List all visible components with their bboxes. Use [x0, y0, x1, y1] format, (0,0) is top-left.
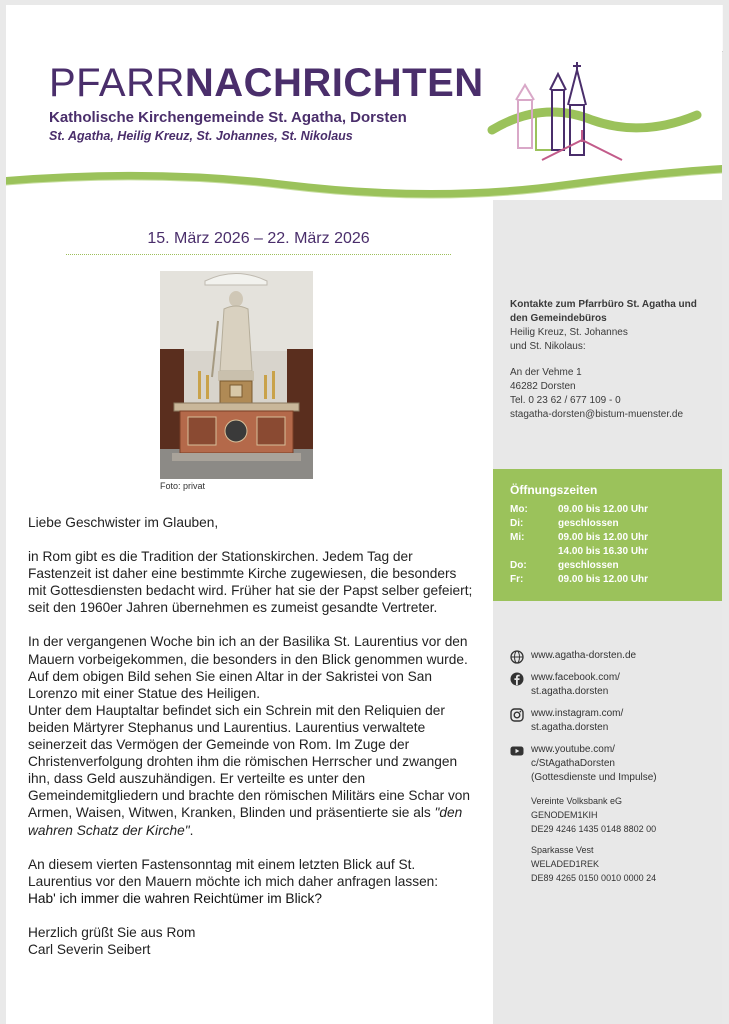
youtube-description: (Gottesdienste und Impulse) — [531, 772, 657, 783]
letter-paragraph-3-text: An diesem vierten Fastensonntag mit einem letzten Blick auf St. Laurentius vor den Mauern möchte ich mich daher anfragen lassen: — [28, 856, 439, 889]
contact-street: An der Vehme 1 — [510, 367, 582, 378]
hours-row — [510, 574, 648, 585]
contact-heading-2: den Gemeindebüros — [510, 313, 607, 324]
letter-paragraph-2b: Unter dem Hauptaltar befindet sich ein Schrein mit den Reliquien der beiden Märtyrer Stephanus und Laurentius. Laurentius verwaltete seinerzeit das Vermögen der Gemeinde von Rom. Im Zuge der Christenverfolgung drohten ihm die römischen Herrscher und zwangen ihn, dass Geld auszuhändigen. Er verteilte es unter den Gemeindemitgliedern und brachte den römischen Militärs eine Schar von Armen, Waisen, Witwen, Kranken, Blinden und präsentierte sie als — [28, 702, 471, 821]
letter-closing: Herzlich grüßt Sie aus Rom — [28, 924, 196, 940]
links-block — [510, 649, 720, 793]
masthead-subtitle: Katholische Kirchengemeinde St. Agatha, Dorsten — [49, 109, 407, 126]
newsletter-page — [6, 5, 722, 1024]
facebook-url-1: www.facebook.com/ — [531, 672, 620, 683]
bank-bic: WELADED1REK — [531, 859, 600, 869]
bank-iban: DE29 4246 1435 0148 8802 00 — [531, 824, 657, 834]
hours-day: Do: — [510, 560, 527, 571]
bank-details-1 — [531, 794, 721, 836]
header-swoosh — [6, 155, 722, 200]
bank-name: Sparkasse Vest — [531, 845, 594, 855]
masthead-title — [49, 63, 484, 103]
instagram-url-2: st.agatha.dorsten — [531, 722, 609, 733]
opening-hours-title: Öffnungszeiten — [510, 483, 598, 497]
contact-line-3: Heilig Kreuz, St. Johannes — [510, 327, 628, 338]
hours-day: Fr: — [510, 574, 524, 585]
instagram-link[interactable] — [510, 707, 720, 735]
facebook-icon — [510, 672, 524, 686]
hours-row — [510, 504, 648, 515]
instagram-icon — [510, 708, 524, 722]
hours-time: 09.00 bis 12.00 Uhr — [558, 532, 649, 543]
instagram-url-1: www.instagram.com/ — [531, 708, 624, 719]
hours-time: 09.00 bis 12.00 Uhr — [558, 574, 649, 585]
date-range: 15. März 2026 – 22. März 2026 — [66, 230, 451, 255]
contact-heading-1: Kontakte zum Pfarrbüro St. Agatha und — [510, 299, 697, 310]
facebook-link[interactable] — [510, 671, 720, 699]
website-link[interactable] — [510, 649, 720, 663]
letter-closing-block — [28, 924, 478, 958]
hours-row — [510, 532, 648, 543]
globe-icon — [510, 650, 524, 664]
photo-caption: Foto: privat — [160, 481, 206, 491]
contact-phone: Tel. 0 23 62 / 677 109 - 0 — [510, 395, 621, 406]
hours-time: 14.00 bis 16.30 Uhr — [558, 546, 649, 557]
youtube-link[interactable] — [510, 743, 720, 785]
hours-day: Mi: — [510, 532, 525, 543]
contact-block — [510, 298, 720, 422]
masthead-title-bold: NACHRICHTEN — [184, 61, 484, 105]
masthead-title-light: PFARR — [49, 61, 185, 105]
letter-greeting: Liebe Geschwister im Glauben, — [28, 515, 219, 530]
hours-time: geschlossen — [558, 518, 619, 529]
opening-hours — [493, 469, 722, 601]
letter-paragraph-3 — [28, 856, 478, 907]
letter-paragraph-1: in Rom gibt es die Tradition der Stationskirchen. Jedem Tag der Fastenzeit ist daher eine bestimmte Kirche zugewiesen, die besonders mit Gottesdiensten bedacht wird. Früher hat sie der Papst selber gefeiert; seit den 1960er Jahren übernehmen es zumeist gesandte Vertreter. — [28, 549, 473, 616]
masthead-parishes: St. Agatha, Heilig Kreuz, St. Johannes, St. Nikolaus — [49, 129, 353, 143]
hours-row — [510, 560, 619, 571]
letter-signature: Carl Severin Seibert — [28, 941, 151, 957]
youtube-url-1: www.youtube.com/ — [531, 744, 615, 755]
bank-details-2 — [531, 843, 721, 885]
youtube-url-2: c/StAgathaDorsten — [531, 758, 615, 769]
altar-photo — [160, 271, 313, 479]
hours-time: 09.00 bis 12.00 Uhr — [558, 504, 649, 515]
letter-body — [28, 514, 478, 975]
hours-time: geschlossen — [558, 560, 619, 571]
letter-quote: "den wahren Schatz der Kirche" — [28, 805, 463, 838]
contact-line-4: und St. Nikolaus: — [510, 341, 586, 352]
hours-row — [510, 518, 619, 529]
hours-day: Di: — [510, 518, 524, 529]
bank-iban: DE89 4265 0150 0010 0000 24 — [531, 873, 657, 883]
bank-bic: GENODEM1KIH — [531, 810, 598, 820]
letter-paragraph-2 — [28, 633, 478, 838]
contact-email[interactable]: stagatha-dorsten@bistum-muenster.de — [510, 409, 684, 420]
letter-paragraph-2a: In der vergangenen Woche bin ich an der Basilika St. Laurentius vor den Mauern vorbeigekommen, die besonders in den Blick genommen wurde. Auf dem obigen Bild sehen Sie einen Altar in der Sakristei von San Lorenzo mit einer Statue des Heiligen. — [28, 634, 468, 701]
contact-city: 46282 Dorsten — [510, 381, 576, 392]
youtube-icon — [510, 744, 524, 758]
hours-row — [510, 546, 648, 557]
hours-day: Mo: — [510, 504, 528, 515]
letter-question: Hab' ich immer die wahren Reichtümer im Blick? — [28, 890, 322, 906]
website-url: www.agatha-dorsten.de — [531, 650, 637, 661]
letter-paragraph-2-end: . — [189, 822, 194, 838]
bank-name: Vereinte Volksbank eG — [531, 796, 623, 806]
facebook-url-2: st.agatha.dorsten — [531, 686, 609, 697]
